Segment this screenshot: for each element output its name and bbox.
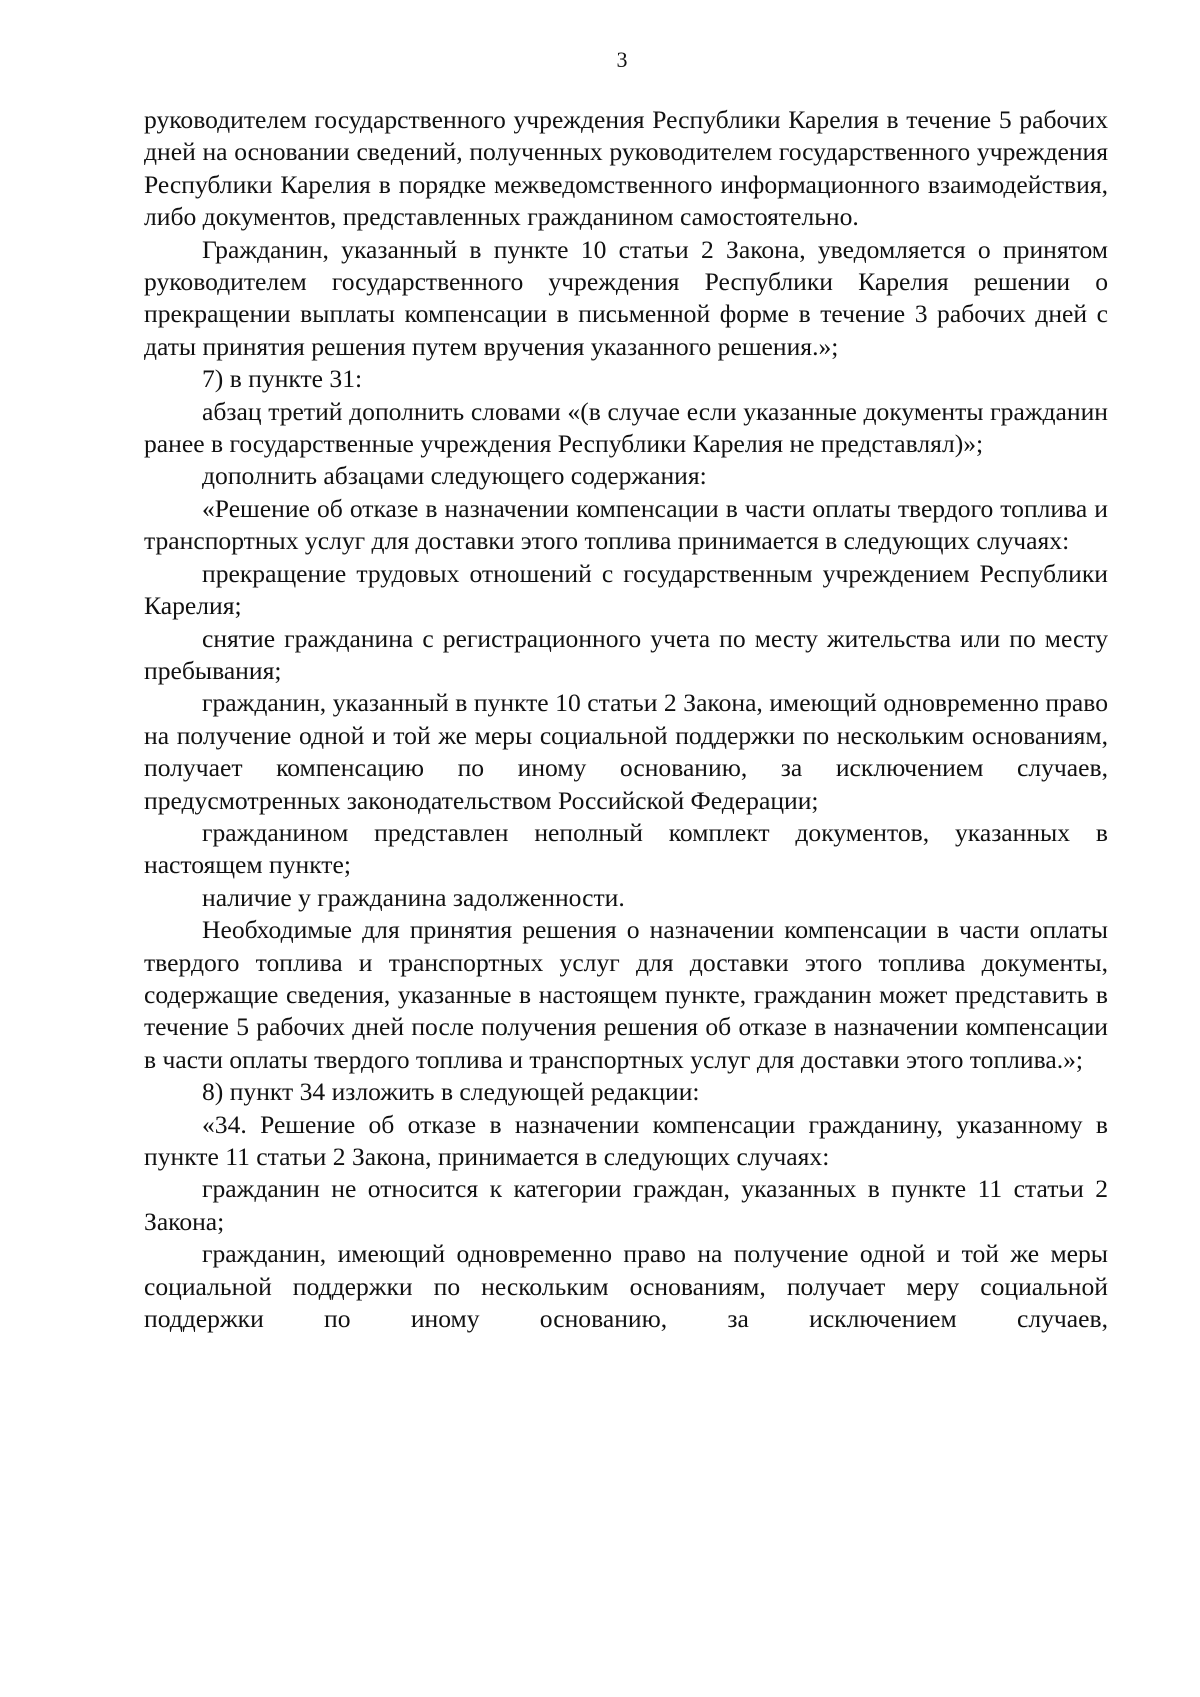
- page-number: 3: [616, 47, 628, 72]
- paragraph: руководителем государственного учреждения Республики Карелия в течение 5 рабочих дней на основании сведений, полученных руководителем государственного учреждения Республики Карелия в порядке межведомственного информационного взаимодействия, либо документов, представленных гражданином самостоятельно.: [144, 105, 1108, 232]
- paragraph: снятие гражданина с регистрационного учета по месту жительства или по месту пребывания;: [144, 623, 1108, 685]
- paragraph: наличие у гражданина задолженности.: [202, 882, 625, 912]
- paragraph: «Решение об отказе в назначении компенсации в части оплаты твердого топлива и транспортных услуг для доставки этого топлива принимается в следующих случаях:: [144, 493, 1108, 556]
- paragraph: абзац третий дополнить словами «(в случае если указанные документы гражданин ранее в государственные учреждения Республики Карелия не представлял)»;: [144, 396, 1108, 459]
- paragraph: «34. Решение об отказе в назначении компенсации гражданину, указанному в пункте 11 статьи 2 Закона, принимается в следующих случаях:: [144, 1109, 1108, 1171]
- paragraph: дополнить абзацами следующего содержания:: [202, 461, 707, 491]
- paragraph: гражданин не относится к категории граждан, указанных в пункте 11 статьи 2 Закона;: [144, 1174, 1108, 1236]
- paragraph: гражданин, имеющий одновременно право на получение одной и той же меры социальной поддержки по нескольким основаниям, получает меру социальной поддержки по иному основанию, за исключением случаев,: [144, 1239, 1108, 1334]
- document-body: [144, 104, 1108, 1335]
- paragraph: прекращение трудовых отношений с государственным учреждением Республики Карелия;: [144, 558, 1108, 621]
- paragraph: Гражданин, указанный в пункте 10 статьи 2 Закона, уведомляется о принятом руководителем государственного учреждения Республики Карелия решении о прекращении выплаты компенсации в письменной форме в течение 3 рабочих дней с даты принятия решения путем вручения указанного решения.»;: [144, 234, 1108, 361]
- paragraph: 7) в пункте 31:: [202, 364, 363, 394]
- paragraph: 8) пункт 34 изложить в следующей редакции:: [202, 1077, 700, 1107]
- paragraph: Необходимые для принятия решения о назначении компенсации в части оплаты твердого топлива и транспортных услуг для доставки этого топлива документы, содержащие сведения, указанные в настоящем пункте, гражданин может представить в течение 5 рабочих дней после получения решения об отказе в назначении компенсации в части оплаты твердого топлива и транспортных услуг для доставки этого топлива.»;: [144, 915, 1108, 1074]
- paragraph: гражданин, указанный в пункте 10 статьи 2 Закона, имеющий одновременно право на получение одной и той же меры социальной поддержки по нескольким основаниям, получает компенсацию по иному основанию, за исключением случаев, предусмотренных законодательством Российской Федерации;: [144, 688, 1108, 815]
- paragraph: гражданином представлен неполный комплект документов, указанных в настоящем пункте;: [144, 817, 1108, 880]
